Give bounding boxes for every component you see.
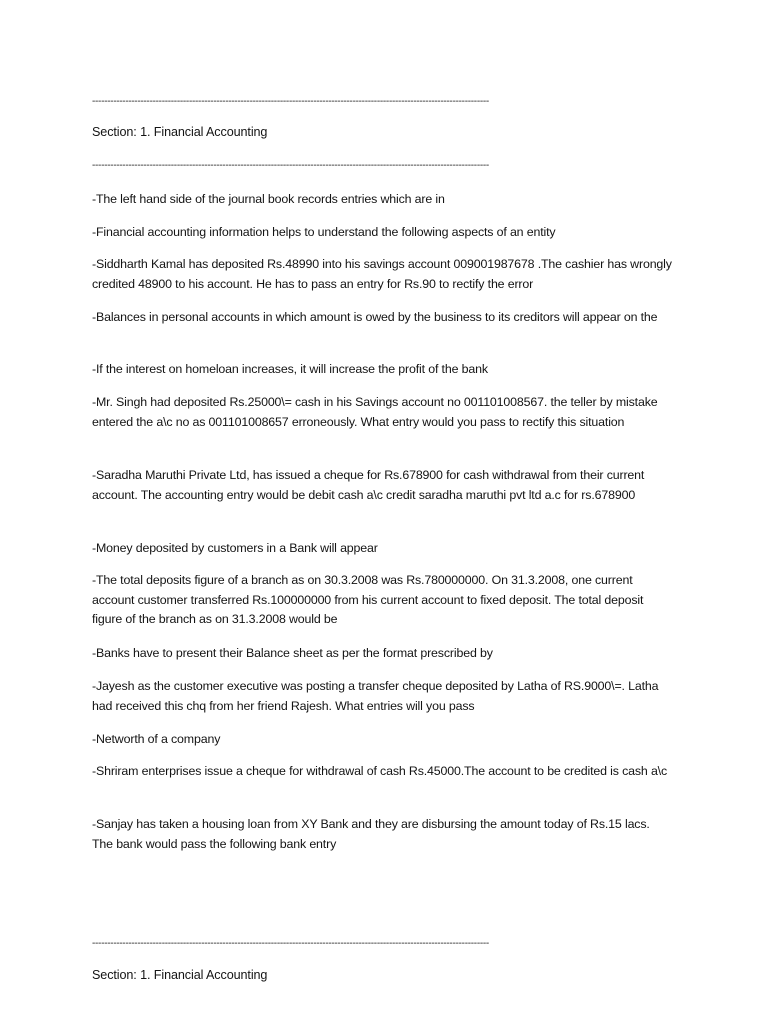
question-item: -The total deposits figure of a branch as on 30.3.2008 was Rs.780000000. On 31.3.2008, one current account customer transferred Rs.100000000 from his current account to fixed deposit. The total deposit figure of the branch as on 31.3.2008 would be	[92, 573, 644, 626]
separator-line: -----------------------------------------------------------------------------------------------------------------------------------	[92, 160, 489, 171]
separator-line: -----------------------------------------------------------------------------------------------------------------------------------	[92, 96, 489, 107]
question-item: -Money deposited by customers in a Bank will appear	[92, 541, 378, 555]
section-heading: Section: 1. Financial Accounting	[92, 125, 268, 139]
question-item: -Mr. Singh had deposited Rs.25000\= cash in his Savings account no 001101008567. the teller by mistake entered the a\c no as 001101008657 erroneously. What entry would you pass to rectify this situation	[92, 395, 658, 429]
question-item: -Networth of a company	[92, 732, 221, 746]
question-item: -Balances in personal accounts in which amount is owed by the business to its creditors will appear on the	[92, 310, 658, 324]
question-item: -Jayesh as the customer executive was posting a transfer cheque deposited by Latha of RS.9000\=. Latha had received this chq from her friend Rajesh. What entries will you pass	[92, 679, 659, 713]
question-item: -The left hand side of the journal book records entries which are in	[92, 192, 445, 206]
question-item: -Shriram enterprises issue a cheque for withdrawal of cash Rs.45000.The account to be credited is cash a\c	[92, 764, 668, 778]
question-item: -Siddharth Kamal has deposited Rs.48990 into his savings account 009001987678 .The cashier has wrongly credited 48900 to his account. He has to pass an entry for Rs.90 to rectify the error	[92, 257, 672, 291]
question-item: -Saradha Maruthi Private Ltd, has issued a cheque for Rs.678900 for cash withdrawal from their current account. The accounting entry would be debit cash a\c credit saradha maruthi pvt ltd a.c for rs.678900	[92, 468, 645, 502]
question-item: -Financial accounting information helps to understand the following aspects of an entity	[92, 225, 556, 239]
question-item: -If the interest on homeloan increases, it will increase the profit of the bank	[92, 362, 488, 376]
section-heading: Section: 1. Financial Accounting	[92, 968, 268, 982]
question-item: -Banks have to present their Balance sheet as per the format prescribed by	[92, 646, 493, 660]
separator-line: -----------------------------------------------------------------------------------------------------------------------------------	[92, 938, 489, 949]
question-item: -Sanjay has taken a housing loan from XY Bank and they are disbursing the amount today of Rs.15 lacs. The bank would pass the following bank entry	[92, 817, 650, 851]
